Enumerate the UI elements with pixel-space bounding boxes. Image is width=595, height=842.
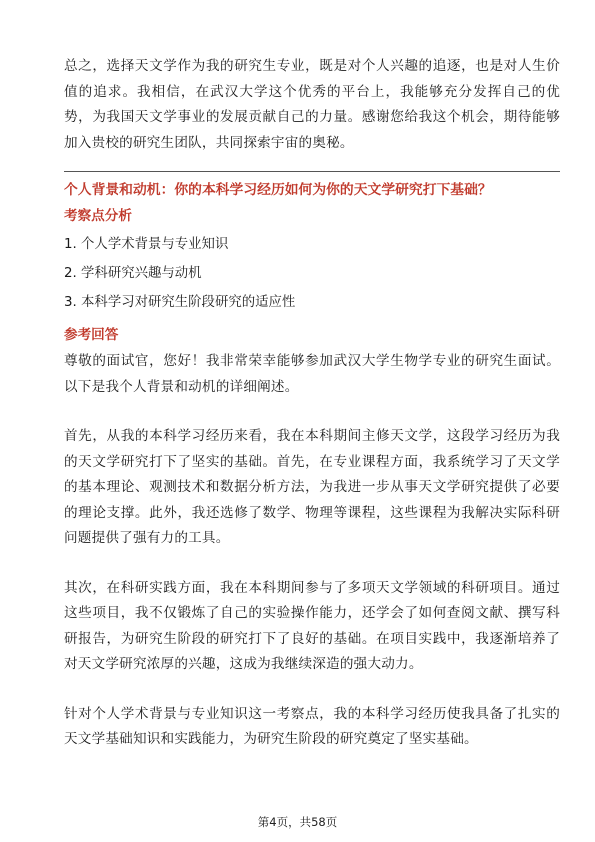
analysis-heading: 考察点分析 [64, 208, 132, 224]
answer-paragraph: 首先，从我的本科学习经历来看，我在本科期间主修天文学，这段学习经历为我的天文学研究打下了坚实的基础。首先，在专业课程方面，我系统学习了天文学的基本理论、观测技术和数据分析方法，为我进一步从事天文学研究提供了必要的理论支撑。此外，我还选修了数学、物理等课程，这些课程为我解决实际科研问题提供了强有力的工具。 [64, 428, 560, 546]
answer-heading: 参考回答 [64, 327, 119, 343]
section-divider [64, 171, 560, 172]
page-content [64, 54, 560, 753]
answer-paragraph: 针对个人学术背景与专业知识这一考察点，我的本科学习经历使我具备了扎实的天文学基础知识和实践能力，为研究生阶段的研究奠定了坚实基础。 [64, 705, 560, 747]
answer-paragraph: 尊敬的面试官，您好！我非常荣幸能够参加武汉大学生物学专业的研究生面试。以下是我个人背景和动机的详细阐述。 [64, 353, 560, 395]
analysis-point: 1. 个人学术背景与专业知识 [64, 237, 229, 252]
intro-paragraph: 总之，选择天文学作为我的研究生专业，既是对个人兴趣的追逐，也是对人生价值的追求。我相信，在武汉大学这个优秀的平台上，我能够充分发挥自己的优势，为我国天文学事业的发展贡献自己的力量。感谢您给我这个机会，期待能够加入贵校的研究生团队，共同探索宇宙的奥秘。 [64, 58, 560, 151]
interview-question: 个人背景和动机：你的本科学习经历如何为你的天文学研究打下基础？ [64, 182, 492, 198]
analysis-point: 2. 学科研究兴趣与动机 [64, 266, 202, 281]
analysis-points-list [64, 230, 560, 317]
page-number-footer: 第4页，共58页 [257, 815, 338, 829]
answer-paragraph: 其次，在科研实践方面，我在本科期间参与了多项天文学领域的科研项目。通过这些项目，我不仅锻炼了自己的实验操作能力，还学会了如何查阅文献、撰写科研报告，为研究生阶段的研究打下了良好的基础。在项目实践中，我逐渐培养了对天文学研究浓厚的兴趣，这成为我继续深造的强大动力。 [64, 579, 560, 672]
analysis-point: 3. 本科学习对研究生阶段研究的适应性 [64, 295, 296, 310]
